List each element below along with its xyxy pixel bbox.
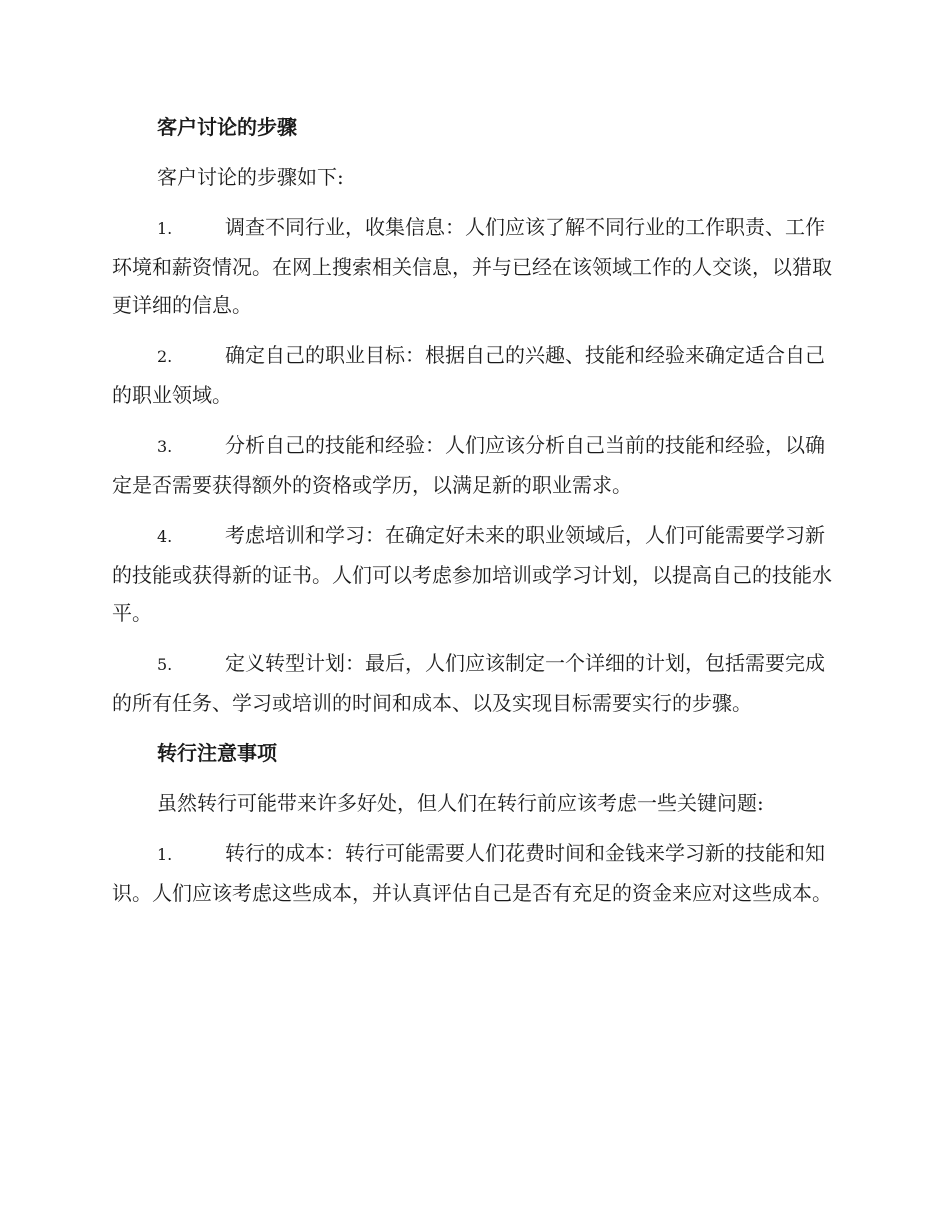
list-item-text: 分析自己的技能和经验：人们应该分析自己当前的技能和经验，以确定是否需要获得额外的资格或学历，以满足新的职业需求。 — [112, 433, 825, 497]
list-item-text: 考虑培训和学习：在确定好未来的职业领域后，人们可能需要学习新的技能或获得新的证书。人们可以考虑参加培训或学习计划，以提高自己的技能水平。 — [112, 523, 832, 625]
section-heading-customer-discussion-steps: 客户讨论的步骤 — [157, 115, 297, 139]
list-item — [112, 426, 838, 504]
list-item — [112, 834, 838, 912]
document-body — [112, 108, 838, 924]
list-item — [112, 208, 838, 324]
list-item-text: 确定自己的职业目标：根据自己的兴趣、技能和经验来确定适合自己的职业领域。 — [112, 343, 825, 407]
list-number: 2. — [157, 347, 173, 366]
list-item — [112, 644, 838, 722]
section-intro: 客户讨论的步骤如下: — [157, 165, 344, 189]
list-number: 4. — [157, 527, 173, 546]
list-number: 5. — [157, 655, 173, 674]
list-number: 1. — [157, 219, 173, 238]
section-intro: 虽然转行可能带来许多好处，但人们在转行前应该考虑一些关键问题: — [157, 791, 764, 815]
list-item-text: 定义转型计划：最后，人们应该制定一个详细的计划，包括需要完成的所有任务、学习或培训的时间和成本、以及实现目标需要实行的步骤。 — [112, 651, 825, 715]
list-item — [112, 336, 838, 414]
section-heading-career-change-notes: 转行注意事项 — [157, 741, 277, 765]
list-number: 3. — [157, 437, 173, 456]
list-item — [112, 516, 838, 632]
list-number: 1. — [157, 845, 173, 864]
list-item-text: 转行的成本：转行可能需要人们花费时间和金钱来学习新的技能和知识。人们应该考虑这些成本，并认真评估自己是否有充足的资金来应对这些成本。 — [112, 841, 832, 905]
list-item-text: 调查不同行业，收集信息：人们应该了解不同行业的工作职责、工作环境和薪资情况。在网上搜索相关信息，并与已经在该领域工作的人交谈，以猎取更详细的信息。 — [112, 215, 832, 317]
